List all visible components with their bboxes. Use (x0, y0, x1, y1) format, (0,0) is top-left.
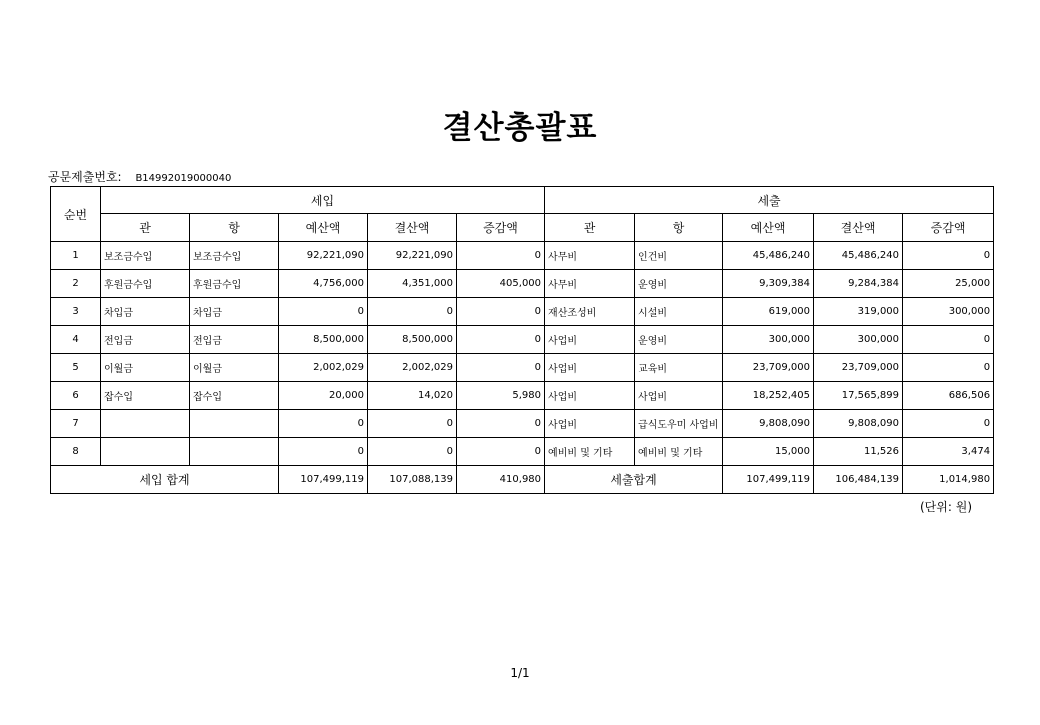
cell-expense-hang: 사업비 (635, 382, 723, 410)
cell-income-budget: 8,500,000 (279, 326, 368, 354)
cell-income-settled: 92,221,090 (368, 242, 457, 270)
cell-seq: 6 (51, 382, 101, 410)
cell-expense-diff: 0 (903, 354, 994, 382)
cell-expense-settled: 319,000 (814, 298, 903, 326)
cell-income-settled: 14,020 (368, 382, 457, 410)
cell-expense-hang: 인건비 (635, 242, 723, 270)
document-number-value: B14992019000040 (135, 173, 232, 184)
cell-income-hang: 잡수입 (190, 382, 279, 410)
cell-expense-gwan: 사업비 (545, 382, 635, 410)
cell-expense-hang: 교육비 (635, 354, 723, 382)
header-income-diff: 증감액 (457, 214, 545, 242)
expense-total-diff: 1,014,980 (903, 466, 994, 494)
cell-expense-budget: 45,486,240 (723, 242, 814, 270)
cell-income-budget: 20,000 (279, 382, 368, 410)
cell-seq: 7 (51, 410, 101, 438)
cell-seq: 3 (51, 298, 101, 326)
cell-expense-gwan: 사무비 (545, 270, 635, 298)
cell-income-gwan: 이월금 (101, 354, 190, 382)
unit-note: (단위: 원) (920, 500, 972, 514)
cell-expense-hang: 급식도우미 사업비 (635, 410, 723, 438)
cell-income-gwan: 후원금수입 (101, 270, 190, 298)
cell-income-budget: 4,756,000 (279, 270, 368, 298)
document-number-label: 공문제출번호: (48, 170, 122, 184)
cell-expense-diff: 25,000 (903, 270, 994, 298)
cell-income-hang: 차입금 (190, 298, 279, 326)
cell-income-diff: 0 (457, 326, 545, 354)
cell-expense-gwan: 재산조성비 (545, 298, 635, 326)
cell-income-hang (190, 410, 279, 438)
cell-expense-budget: 300,000 (723, 326, 814, 354)
cell-expense-diff: 0 (903, 410, 994, 438)
cell-expense-budget: 9,808,090 (723, 410, 814, 438)
expense-total-label: 세출합계 (545, 466, 723, 494)
table-row (51, 410, 994, 438)
cell-income-diff: 5,980 (457, 382, 545, 410)
cell-expense-settled: 23,709,000 (814, 354, 903, 382)
cell-expense-settled: 11,526 (814, 438, 903, 466)
cell-expense-hang: 예비비 및 기타 (635, 438, 723, 466)
cell-seq: 2 (51, 270, 101, 298)
header-expense-diff: 증감액 (903, 214, 994, 242)
cell-expense-budget: 23,709,000 (723, 354, 814, 382)
table-row (51, 242, 994, 270)
cell-expense-budget: 18,252,405 (723, 382, 814, 410)
table-row (51, 354, 994, 382)
header-expense-gwan: 관 (545, 214, 635, 242)
cell-expense-hang: 시설비 (635, 298, 723, 326)
header-expense-budget: 예산액 (723, 214, 814, 242)
cell-income-diff: 0 (457, 354, 545, 382)
header-expense-settled: 결산액 (814, 214, 903, 242)
total-row (51, 466, 994, 494)
table-row (51, 298, 994, 326)
cell-seq: 4 (51, 326, 101, 354)
cell-income-gwan: 전입금 (101, 326, 190, 354)
header-seq: 순번 (51, 187, 101, 242)
cell-income-diff: 0 (457, 438, 545, 466)
cell-income-gwan: 보조금수입 (101, 242, 190, 270)
cell-income-gwan (101, 438, 190, 466)
expense-total-budget: 107,499,119 (723, 466, 814, 494)
cell-income-diff: 405,000 (457, 270, 545, 298)
cell-expense-hang: 운영비 (635, 270, 723, 298)
cell-income-budget: 0 (279, 410, 368, 438)
header-row-groups (51, 187, 994, 214)
cell-expense-gwan: 사업비 (545, 354, 635, 382)
header-income-budget: 예산액 (279, 214, 368, 242)
cell-income-budget: 2,002,029 (279, 354, 368, 382)
header-income: 세입 (101, 187, 545, 214)
cell-expense-gwan: 사업비 (545, 326, 635, 354)
cell-expense-budget: 619,000 (723, 298, 814, 326)
header-income-settled: 결산액 (368, 214, 457, 242)
cell-expense-budget: 9,309,384 (723, 270, 814, 298)
page-number: 1/1 (510, 666, 530, 680)
cell-income-diff: 0 (457, 298, 545, 326)
cell-expense-settled: 45,486,240 (814, 242, 903, 270)
cell-income-diff: 0 (457, 410, 545, 438)
cell-expense-diff: 300,000 (903, 298, 994, 326)
cell-seq: 1 (51, 242, 101, 270)
cell-income-budget: 92,221,090 (279, 242, 368, 270)
document-number (48, 168, 231, 185)
cell-income-budget: 0 (279, 298, 368, 326)
income-total-label: 세입 합계 (51, 466, 279, 494)
table-row (51, 270, 994, 298)
page-title: 결산총괄표 (442, 110, 598, 146)
cell-income-hang: 보조금수입 (190, 242, 279, 270)
cell-income-settled: 0 (368, 410, 457, 438)
cell-expense-diff: 0 (903, 326, 994, 354)
cell-expense-settled: 9,808,090 (814, 410, 903, 438)
cell-expense-budget: 15,000 (723, 438, 814, 466)
cell-seq: 8 (51, 438, 101, 466)
income-total-settled: 107,088,139 (368, 466, 457, 494)
cell-income-gwan (101, 410, 190, 438)
income-total-diff: 410,980 (457, 466, 545, 494)
expense-total-settled: 106,484,139 (814, 466, 903, 494)
table-row (51, 382, 994, 410)
cell-seq: 5 (51, 354, 101, 382)
cell-income-hang (190, 438, 279, 466)
header-income-hang: 항 (190, 214, 279, 242)
cell-income-settled: 0 (368, 438, 457, 466)
cell-income-hang: 후원금수입 (190, 270, 279, 298)
cell-expense-gwan: 예비비 및 기타 (545, 438, 635, 466)
cell-expense-settled: 9,284,384 (814, 270, 903, 298)
header-row-columns (51, 214, 994, 242)
cell-expense-hang: 운영비 (635, 326, 723, 354)
header-expense-hang: 항 (635, 214, 723, 242)
header-expense: 세출 (545, 187, 994, 214)
settlement-summary-table (50, 186, 994, 494)
cell-expense-diff: 686,506 (903, 382, 994, 410)
cell-income-settled: 4,351,000 (368, 270, 457, 298)
table-row (51, 326, 994, 354)
cell-expense-diff: 0 (903, 242, 994, 270)
table-row (51, 438, 994, 466)
income-total-budget: 107,499,119 (279, 466, 368, 494)
cell-income-gwan: 차입금 (101, 298, 190, 326)
cell-income-hang: 전입금 (190, 326, 279, 354)
header-income-gwan: 관 (101, 214, 190, 242)
cell-expense-settled: 17,565,899 (814, 382, 903, 410)
cell-income-settled: 2,002,029 (368, 354, 457, 382)
cell-expense-diff: 3,474 (903, 438, 994, 466)
cell-income-settled: 8,500,000 (368, 326, 457, 354)
cell-income-hang: 이월금 (190, 354, 279, 382)
cell-expense-gwan: 사업비 (545, 410, 635, 438)
cell-expense-settled: 300,000 (814, 326, 903, 354)
cell-income-diff: 0 (457, 242, 545, 270)
cell-expense-gwan: 사무비 (545, 242, 635, 270)
cell-income-budget: 0 (279, 438, 368, 466)
cell-income-gwan: 잡수입 (101, 382, 190, 410)
cell-income-settled: 0 (368, 298, 457, 326)
